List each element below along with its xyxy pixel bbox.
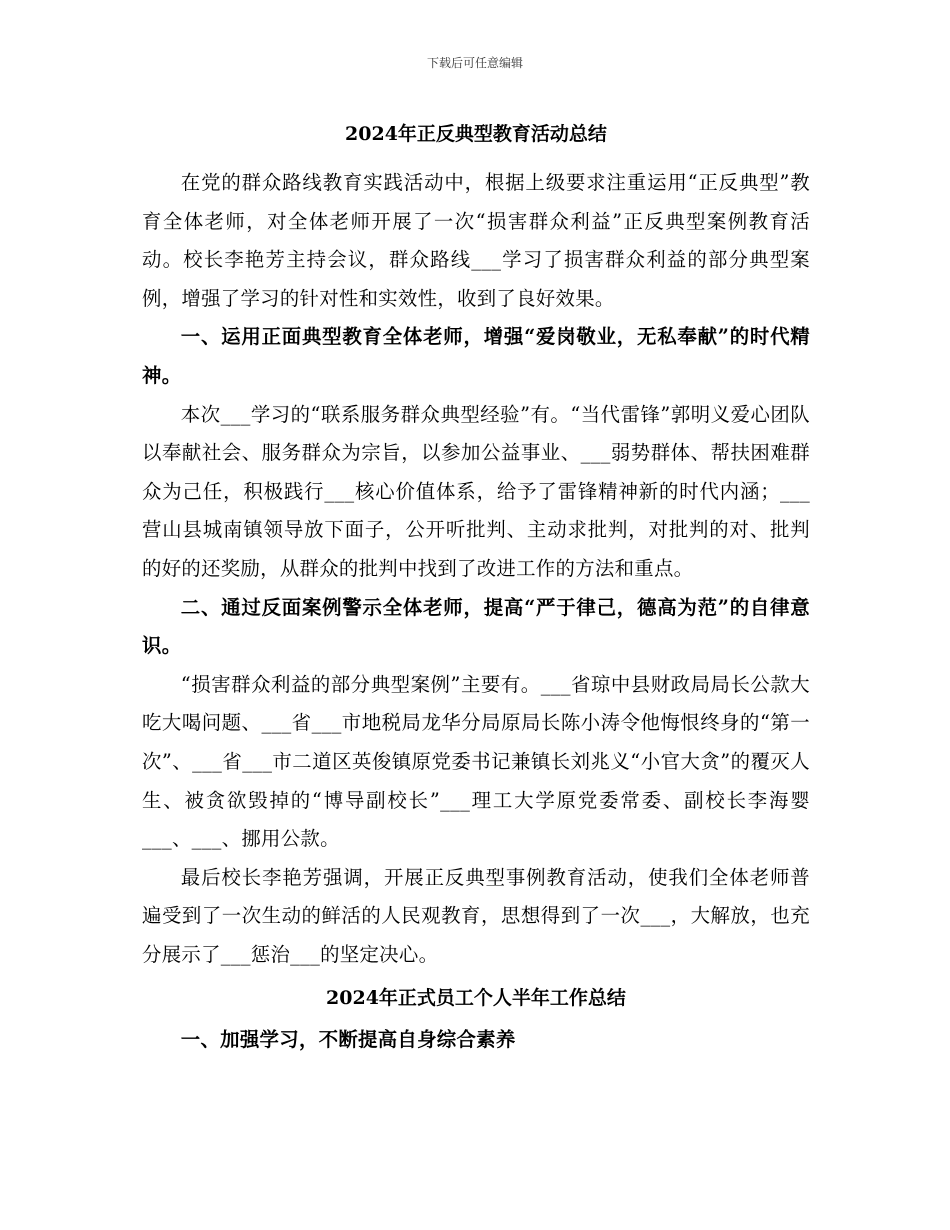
intro-paragraph: 在党的群众路线教育实践活动中，根据上级要求注重运用“正反典型”教育全体老师，对全体老师开展了一次“损害群众利益”正反典型案例教育活动。校长李艳芳主持会议，群众路线___学习了损害群众利益的部分典型案例，增强了学习的针对性和实效性，收到了良好效果。: [142, 171, 810, 310]
section-2-paragraph: “损害群众利益的部分典型案例”主要有。___省琼中县财政局局长公款大吃大喝问题、___省___市地税局龙华分局原局长陈小涛令他悔恨终身的“第一次”、___省___市二道区英俊镇原党委书记兼镇长刘兆义“小官大贪”的覆灭人生、被贪欲毁掉的“博导副校长”___理工大学原党委常委、副校长李海婴___、___、挪用公款。: [142, 672, 810, 851]
section-1-paragraph: 本次___学习的“联系服务群众典型经验”有。“当代雷锋”郭明义爱心团队以奉献社会、服务群众为宗旨，以参加公益事业、___弱势群体、帮扶困难群众为己任，积极践行___核心价值体系，给予了雷锋精神新的时代内涵；___营山县城南镇领导放下面子，公开听批判、主动求批判，对批判的对、批判的好的还奖励，从群众的批判中找到了改进工作的方法和重点。: [142, 402, 810, 580]
second-document-title: 2024年正式员工个人半年工作总结: [326, 987, 626, 1010]
section-1-heading: 一、运用正面典型教育全体老师，增强“爱岗敬业，无私奉献”的时代精神。: [142, 325, 810, 387]
conclusion-paragraph: 最后校长李艳芳强调，开展正反典型事例教育活动，使我们全体老师普遍受到了一次生动的鲜活的人民观教育，思想得到了一次___，大解放，也充分展示了___惩治___的坚定决心。: [142, 865, 810, 966]
section-3-heading: 一、加强学习，不断提高自身综合素养: [180, 1028, 516, 1052]
document-title: 2024年正反典型教育活动总结: [345, 123, 607, 145]
section-2-heading: 二、通过反面案例警示全体老师，提高“严于律己，德高为范”的自律意识。: [142, 595, 810, 658]
document-body: [142, 118, 810, 1058]
page-header-note: 下载后可任意编辑: [426, 56, 523, 70]
